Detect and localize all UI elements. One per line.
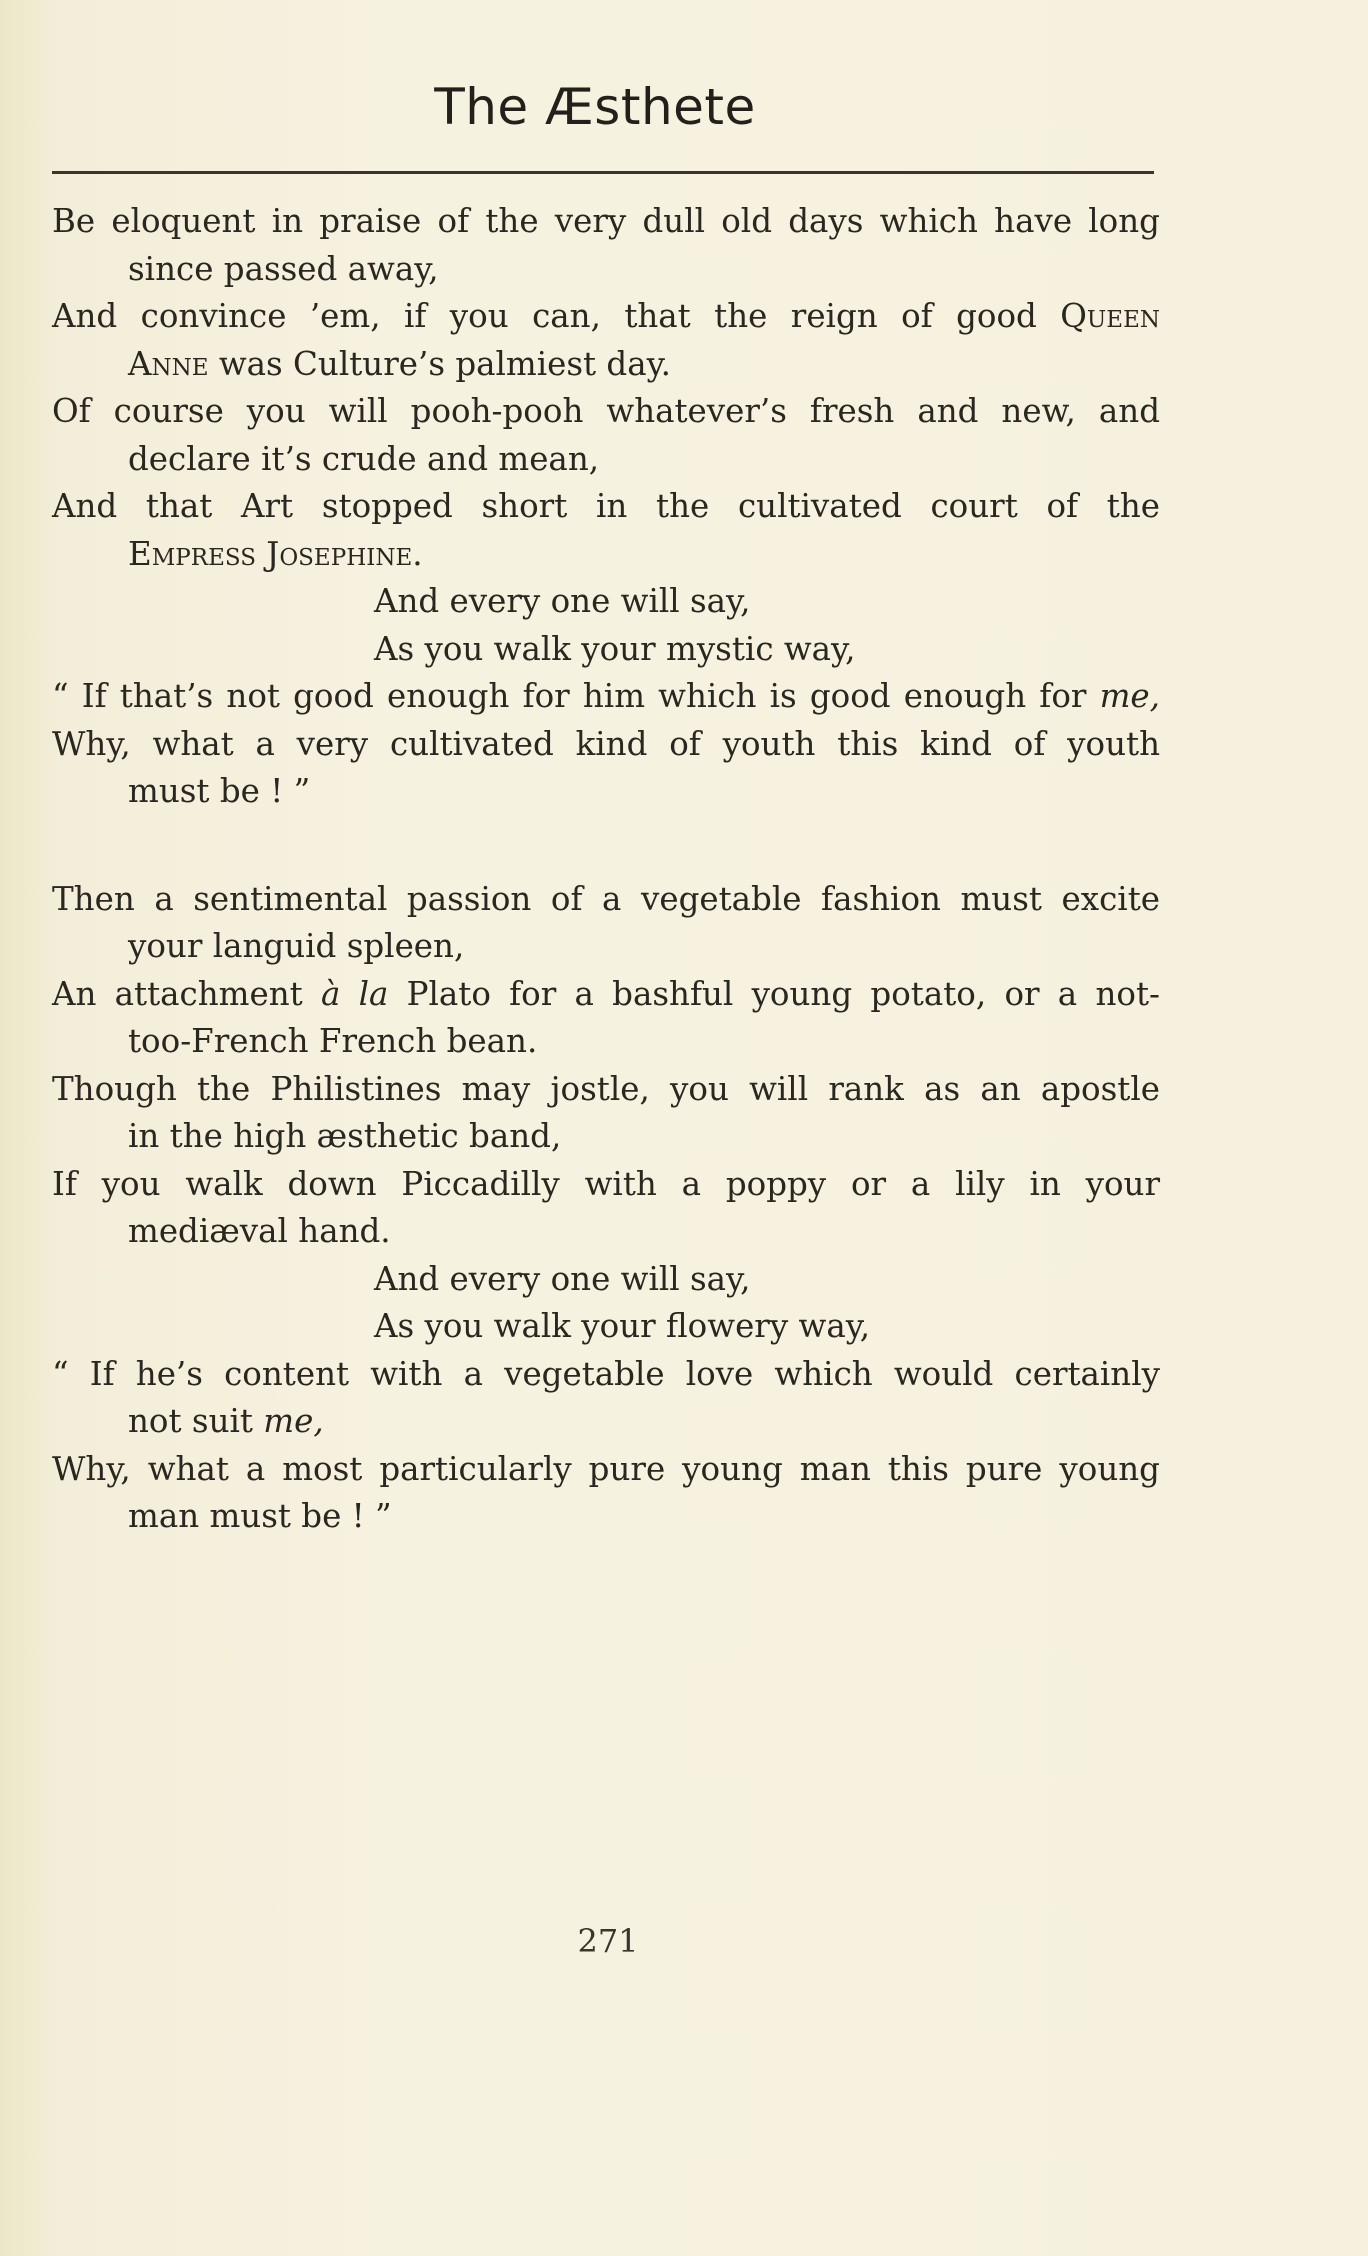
poem-line: too-French French bean. [128, 1022, 538, 1060]
poem-line: “ If he’s content with a vegetable love which would certainly [52, 1354, 1160, 1393]
poem-line: Though the Philistines may jostle, you will rank as an apostle [52, 1069, 1160, 1108]
poem-line: since passed away, [128, 249, 439, 288]
poem-body [52, 198, 1160, 1541]
header-rule [52, 171, 1154, 174]
poem-line: Why, what a very cultivated kind of youth this kind of youth [52, 724, 1160, 763]
line-text: not suit [128, 1402, 264, 1440]
poem-line: Why, what a most particularly pure young man this pure young [52, 1449, 1160, 1488]
poem-line: mediæval hand. [128, 1212, 391, 1250]
line-text: And convince ’em, if you can, that the reign of good [52, 297, 1061, 335]
stanza-1 [52, 198, 1160, 816]
poem-line [52, 673, 1160, 721]
poem-line: in the high æsthetic band, [128, 1117, 562, 1155]
poem-line [52, 293, 1160, 341]
line-text: was Culture’s palmiest day. [208, 344, 671, 383]
poem-line [52, 341, 1160, 389]
small-caps-name: Queen [1060, 297, 1160, 335]
line-text: An attachment [52, 974, 321, 1013]
refrain-line: And every one will say, [374, 582, 751, 620]
stanza-2 [52, 876, 1160, 1541]
italic-text: me, [1099, 677, 1160, 715]
line-text: Plato for a bashful young potato, or a not- [388, 974, 1160, 1013]
italic-text: me, [263, 1402, 324, 1440]
poem-line: your languid spleen, [128, 927, 465, 965]
refrain-line: As you walk your flowery way, [374, 1307, 871, 1345]
page-header: The Æsthete [434, 78, 756, 136]
refrain-line: And every one will say, [374, 1259, 751, 1298]
poem-line: must be ! ” [128, 772, 311, 810]
poem-line: And that Art stopped short in the cultivated court of the [52, 487, 1160, 525]
poem-line: man must be ! ” [128, 1497, 392, 1535]
poem-line [52, 971, 1160, 1019]
poem-line: declare it’s crude and mean, [128, 439, 600, 478]
poem-line: If you walk down Piccadilly with a poppy or a lily in your [52, 1164, 1160, 1203]
refrain-line: As you walk your mystic way, [374, 629, 856, 668]
line-text: “ If that’s not good enough for him which is good enough for [52, 677, 1100, 715]
poem-line: Be eloquent in praise of the very dull old days which have long [52, 202, 1160, 240]
poem-line: Empress Josephine. [128, 534, 423, 573]
poem-line: Of course you will pooh-pooh whatever’s fresh and new, and [52, 392, 1160, 430]
small-caps-name: Anne [128, 344, 209, 383]
italic-text: à la [320, 974, 389, 1013]
poem-line: Then a sentimental passion of a vegetable fashion must excite [52, 879, 1160, 918]
page-number: 271 [577, 1922, 639, 1960]
poem-line [52, 1398, 1160, 1446]
